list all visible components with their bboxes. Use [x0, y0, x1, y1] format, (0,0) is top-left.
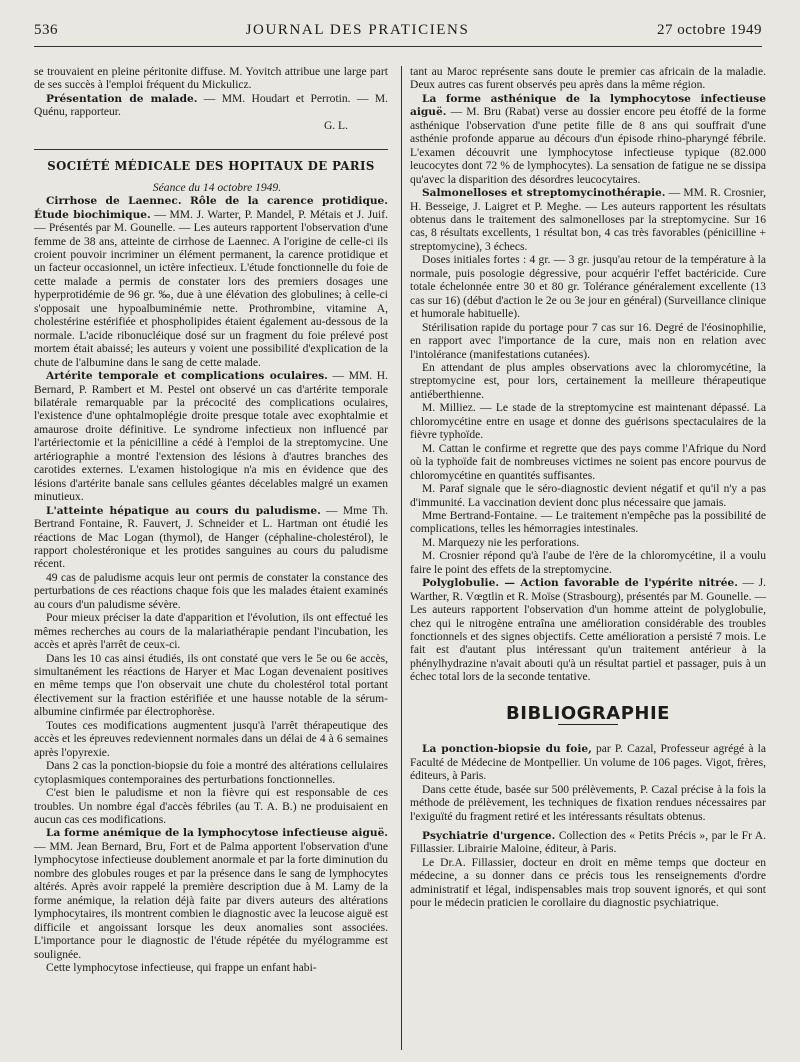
signature: G. L.: [323, 119, 348, 132]
paragraph: Salmonelloses et streptomycinothérapie. — MM. R. Crosnier, H. Besseige, J. Laigret et P. Meghe. — Les auteurs rapportent les résultats obtenus dans le traitement des salmonelloses par la streptomycine. Sur 16 cas, 8 résultats excellents, 1 résultat bon, 4 cas très favorables (pénicilline + streptomycine), 3 échecs.: [410, 187, 766, 253]
paragraph: En attendant de plus amples observations avec la chloromycétine, la streptomycine est, pour lors, certainement la meilleure thérapeutique antiéberthienne.: [410, 361, 766, 401]
bibliography-rule: [558, 724, 618, 725]
paragraph: La forme asthénique de la lymphocytose infectieuse aiguë. — M. Bru (Rabat) verse au dossier encore peu étoffé de la forme asthénique l'observation d'une petite fille de 8 ans qui souffrait d'une asthénie profonde apparue au décours d'un épisode rhino-pharyngé fébrile. L'examen découvrit une lymphocytose infectieuse typique (82.000 leucocytes dont 72 % de lymphocytes). La sensation de fatigue ne se dissipa qu'avec la disparition des désordres leucocytaires.: [410, 92, 766, 186]
paragraph: Dans 2 cas la ponction-biopsie du foie a montré des altérations cellulaires cytoplasmiques contemporaines des perturbations fonctionnelles.: [34, 760, 388, 786]
paragraph: Artérite temporale et complications oculaires. — MM. H. Bernard, P. Rambert et M. Pestel ont observé un cas d'artérite temporale bilatérale remarquable par la précocité des complications oculaires, l'existence d'une ophtalmoplégie droite presque totale avec exophtalmie et amaurose droite définitive. Le syndrome infectieux non influencé par l'artériectomie et la pénicilline a cédé à l'emploi de la streptomycine. Une artériographie a montré l'extension des lésions à d'autres branches des carotides externes. L'examen histologique n'a mis en évidence que des lésions d'artérite banale sans cellules géantes décelables malgré un examen minutieux.: [34, 370, 388, 504]
article-heading: Cirrhose de Laennec. Rôle de la carence protidique. Étude biochimique.: [34, 195, 388, 221]
paragraph: Polyglobulie. — Action favorable de l'ypérite nitrée. — J. Warther, R. Vœgtlin et R. Moïse (Strasbourg), présentés par M. Gounelle. — Les auteurs rapportent l'observation d'un homme atteint de polyglobulie, chez qui le nitrogène entraîna une amélioration considérable des troubles fonctionnels et des signes objectifs. Cette amélioration a persisté 7 mois. Le fait est d'autant plus intéressant qu'un traitement antérieur à la phénylhydrazine n'avait abouti qu'à un résultat partiel et passager, puis à un échec total lors de la seconde tentative.: [410, 577, 766, 684]
paragraph: 49 cas de paludisme acquis leur ont permis de constater la constance des perturbations de ces réactions chaque fois que les malades étaient examinés au cours d'un paludisme sévère.: [34, 571, 388, 611]
page-header: [34, 22, 762, 44]
paragraph: Toutes ces modifications augmentent jusqu'à l'arrêt thérapeutique des accès et les épreuves redeviennent normales dans un délai de 4 à 6 semaines après l'opyrexie.: [34, 719, 388, 759]
paragraph: M. Cattan le confirme et regrette que des pays comme l'Afrique du Nord où la typhoïde fait de nombreuses victimes ne soient pas encore pourvus de chloromycétine en quantités suffisantes.: [410, 442, 766, 482]
header-rule: [34, 46, 762, 47]
paragraph: Dans cette étude, basée sur 500 prélèvements, P. Cazal précise à la fois la méthode de prélèvement, les techniques de fixation rendues nécessaires par l'exiguïté du fragment retiré et les intéressants résultats obtenus.: [410, 783, 766, 823]
article-heading: Polyglobulie. — Action favorable de l'ypérite nitrée.: [422, 577, 738, 590]
paragraph: M. Crosnier répond qu'à l'aube de l'ère de la chloromycétine, il a voulu faire le point des effets de la streptomycine.: [410, 550, 766, 576]
paragraph: Doses initiales fortes : 4 gr. — 3 gr. jusqu'au retour de la température à la normale, puis posologie dégressive, pour acquérir l'effet bactéricide. Cure totale échelonnée entre 30 et 80 gr. Tolérance généralement excellente (13 cas sur 16) (début d'action le 2e ou 3e jour en général) (Surveillance clinique et humorale habituelle).: [410, 254, 766, 321]
left-column: [34, 66, 388, 975]
right-column: [410, 66, 766, 911]
section-title: SOCIÉTÉ MÉDICALE DES HOPITAUX DE PARIS: [34, 149, 388, 173]
article-heading: La forme anémique de la lymphocytose infectieuse aiguë.: [46, 827, 388, 840]
paragraph: Pour mieux préciser la date d'apparition et l'évolution, ils ont effectué les mêmes recherches au cours de la malariathérapie pendant l'incubation, les accès et après l'arrêt de ceux-ci.: [34, 612, 388, 652]
paragraph: Psychiatrie d'urgence. Collection des « Petits Précis », par le Fr A. Fillassier. Librairie Maloine, éditeur, à Paris.: [410, 830, 766, 856]
paragraph: tant au Maroc représente sans doute le premier cas africain de la maladie. Deux autres cas furent observés peu après dans la même région.: [410, 66, 766, 92]
paragraph: M. Paraf signale que le séro-diagnostic devient négatif et qu'il n'y a pas d'immunité. La vaccination devient donc plus nécessaire que jamais.: [410, 483, 766, 509]
article-heading: Présentation de malade.: [46, 92, 198, 105]
paragraph: C'est bien le paludisme et non la fièvre qui est responsable de ces troubles. Un nombre égal d'accès fébriles (au T. A. B.) ne produisaient en aucun cas ces modifications.: [34, 787, 388, 827]
paragraph: L'atteinte hépatique au cours du paludisme. — Mme Th. Bertrand Fontaine, R. Fauvert, J. Schneider et L. Hartman ont étudié les réactions de Mac Logan (thymol), de Hanger (céphaline-cholestérol), le rapport cholestéronique et les protides sanguines au cours du paludisme récent.: [34, 504, 388, 571]
column-divider: [401, 66, 402, 1050]
paragraph: se trouvaient en pleine péritonite diffuse. M. Yovitch attribue une large part de ses succès à l'emploi fréquent du Mickulicz.: [34, 66, 388, 92]
issue-date: 27 octobre 1949: [657, 22, 762, 38]
paragraph: Cirrhose de Laennec. Rôle de la carence protidique. Étude biochimique. — MM. J. Warter, P. Mandel, P. Métais et J. Juif. — Présentés par M. Gounelle. — Les auteurs rapportent l'observation d'une femme de 38 ans, atteinte de cirrhose de Laennec. A l'origine de celle-ci ils croient pouvoir incriminer un élément permanent, la carence protidique et un facteur occasionnel, un ictère infectieux. L'étude fonctionnelle du foie de cette malade a permis de constater lors des premiers dosages une hyperprotidémie de 96 gr. ‰, due à une élévation des globulines; à celle-ci s'opposait une hypoalbuminémie nette. Prothrombine, vitamine A, cholestérine estérifiée et phospholipides étaient également au-dessous de la normale. L'acide ribonucléique dosé sur un fragment du foie prélevé post mortem était abaissé; les auteurs y voient une possibilité d'explication de la chute de l'albumine dans le sang de cette malade.: [34, 195, 389, 369]
paragraph: La forme anémique de la lymphocytose infectieuse aiguë. — MM. Jean Bernard, Bru, Fort et de Palma apportent l'observation d'une lymphocytose infectieuse doublement anormale et par la forte diminution du nombre des globules rouges et par la présence dans le sang de lymphocytes altérés. Après avoir rappelé la première description due à M. Lamy de la forme anémique, la relation déjà faite par divers auteurs des altérations lymphocytaires, ils montrent combien le diagnostic avec la leucose aiguë est difficile et angoissant lorsque les deux anomalies sont associées. L'importance pour le diagnostic de l'étude répétée du myélogramme est soulignée.: [34, 827, 388, 961]
paragraph: M. Milliez. — Le stade de la streptomycine est maintenant dépassé. La chloromycétine entre en usage et donne des guérisons spectaculaires de la fièvre typhoïde.: [410, 402, 766, 442]
article-heading: Artérite temporale et complications oculaires.: [46, 370, 328, 383]
journal-title: JOURNAL DES PRATICIENS: [245, 22, 470, 38]
session-date: Séance du 14 octobre 1949.: [152, 181, 282, 194]
paragraph: M. Marquezy nie les perforations.: [422, 536, 580, 549]
paragraph: Dans les 10 cas ainsi étudiés, ils ont constaté que vers le 5e ou 6e accès, simultanément les réactions de Haryer et Mac Logan devenaient positives en même temps que l'on observait une chute du cholestérol total portant électivement sur la fraction estérifiée et une hausse notable de la sérum-albumine cinfirmée par électrophorèse.: [34, 652, 388, 719]
article-heading: La forme asthénique de la lymphocytose infectieuse aiguë.: [410, 92, 766, 119]
paragraph: Stérilisation rapide du portage pour 7 cas sur 16. Degré de l'éosinophilie, en rapport avec l'importance de la cure, mais non en relation avec l'intolérance (manifestations cutanées).: [410, 321, 766, 361]
paragraph: Mme Bertrand-Fontaine. — Le traitement n'empêche pas la possibilité de complications, telles les hémorragies intestinales.: [410, 509, 766, 536]
bibliography-title: BIBLIOGRAPHIE: [506, 702, 670, 724]
book-title: La ponction-biopsie du foie,: [422, 743, 592, 756]
article-heading: L'atteinte hépatique au cours du paludisme.: [46, 504, 321, 517]
page-number: 536: [34, 22, 58, 38]
book-title: Psychiatrie d'urgence.: [422, 830, 556, 843]
paragraph: Cette lymphocytose infectieuse, qui frappe un enfant habi-: [46, 962, 317, 974]
paragraph: Le Dr.A. Fillassier, docteur en droit en même temps que docteur en médecine, a su donner dans ce précis tous les renseignements d'ordre administratif et légal, indispensables mais trop souvent ignorés, et qui sont pour le médecin praticien le corollaire du diagnostic psychiatrique.: [410, 856, 766, 910]
paragraph: Présentation de malade. — MM. Houdart et Perrotin. — M. Quénu, rapporteur.: [34, 92, 388, 119]
paragraph: La ponction-biopsie du foie, par P. Cazal, Professeur agrégé à la Faculté de Médecine de Montpellier. Un volume de 106 pages. Vigot, frères, éditeurs, à Paris.: [410, 743, 766, 783]
article-heading: Salmonelloses et streptomycinothérapie.: [422, 187, 666, 200]
